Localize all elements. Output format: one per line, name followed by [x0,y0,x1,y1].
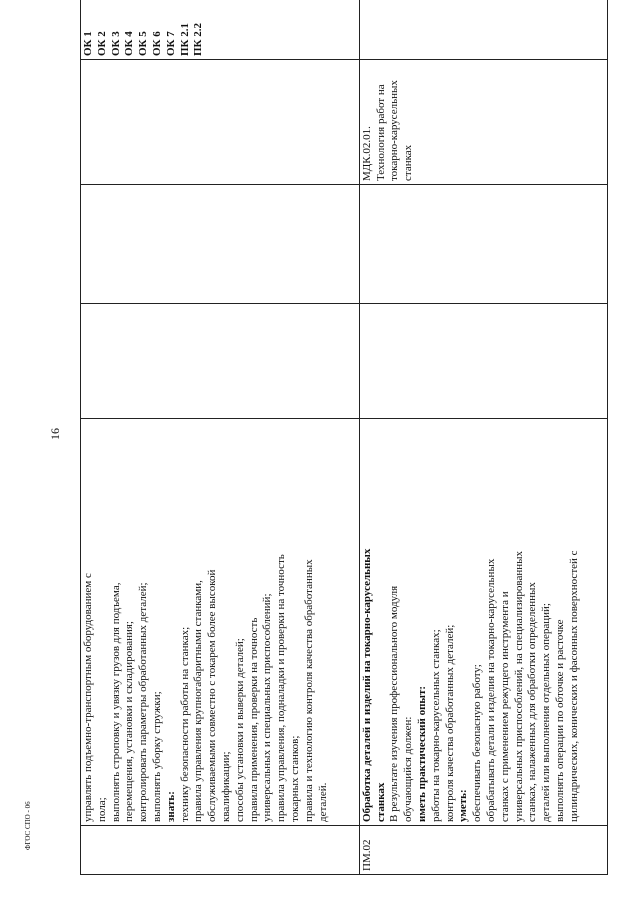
content-line: цилиндрических, конических и фасонных поверхностей с [567,550,580,822]
competency-code: ОК 3 [109,31,122,56]
content-line: правила применения, проверки на точность [247,617,260,822]
content-cell [359,419,607,826]
competency-code: ОК 7 [164,31,177,56]
mdk-line: МДК.02.01. [360,126,373,181]
mdk-line: Технология работ на [374,84,387,181]
content-line: знать: [164,791,177,822]
table-row [81,0,360,875]
content-line: деталей или выполнения отдельных операций; [540,603,553,822]
empty-cell [359,304,607,419]
page-number: 16 [48,428,62,440]
content-line: обучающийся должен: [402,716,415,822]
content-line: правила и технологию контроля качества обработанных [302,559,315,822]
content-line: универсальных приспособлений, на специализированных [512,551,525,822]
table-row [359,0,607,875]
content-line: пола; [95,797,108,822]
content-line: правила управления крупногабаритными станками, [192,580,205,822]
content-line: деталей. [316,782,329,822]
content-line: выполнять строповку и увязку грузов для подъема, [109,582,122,822]
content-line: В результате изучения профессионального модуля [388,585,401,822]
competency-code: ПК 2.2 [192,22,205,56]
competencies-cell [81,0,360,60]
empty-cell [81,185,360,304]
content-line: контроля качества обработанных деталей; [443,624,456,822]
mdk-cell [359,60,607,185]
content-line: обрабатывать детали и изделия на токарно-карусельных [484,558,497,822]
competency-code: ОК 5 [137,31,150,56]
empty-cell [81,304,360,419]
content-line: выполнять операции по обточке и расточке [553,619,566,822]
module-code-cell: ПМ.02 [359,826,607,875]
mdk-line: станках [402,144,415,181]
mdk-cell [81,60,360,185]
content-line: способы установки и выверки деталей; [233,638,246,822]
content-line: станках с применением режущего инструмента и [498,591,511,822]
content-line: иметь практический опыт: [415,685,428,822]
content-line: квалификации; [219,751,232,822]
module-title-line: Обработка деталей и изделий на токарно-карусельных [360,548,373,822]
content-line: токарных станков; [288,735,301,822]
content-line: универсальных и специальных приспособлений; [261,593,274,822]
content-line: контролировать параметры обработанных деталей; [137,582,150,822]
module-code-cell [81,826,360,875]
content-line: выполнять уборку стружки; [150,691,163,822]
module-title-line: станках [374,782,387,822]
content-cell [81,419,360,826]
competency-code: ОК 6 [150,31,163,56]
competency-code: ОК 1 [82,31,94,56]
content-line: обеспечивать безопасную работу; [471,664,484,822]
empty-cell [359,185,607,304]
content-line: технику безопасности работы на станках; [178,626,191,822]
content-line: станках, налаженных для обработки определенных [526,582,539,822]
content-line: работы на токарно-карусельных станках; [429,629,442,822]
competencies-cell [359,0,607,60]
content-line: правила управления, подналадки и проверки на точность [275,554,288,822]
content-line: обслуживаемыми совместно с токарем более высокой [206,569,219,822]
competency-code: ОК 2 [95,31,108,56]
rotated-page-content [80,22,608,875]
footer-code: ФГОС СПО - 06 [24,801,32,850]
content-line: перемещения, установки и складирования; [123,621,136,822]
competency-code: ОК 4 [123,31,136,56]
curriculum-table [80,0,608,875]
content-line: уметь: [457,789,470,822]
mdk-line: токарно-карусельных [388,80,401,181]
competency-code: ПК 2.1 [178,22,191,56]
content-line: управлять подъемно-транспортным оборудованием с [82,573,94,822]
